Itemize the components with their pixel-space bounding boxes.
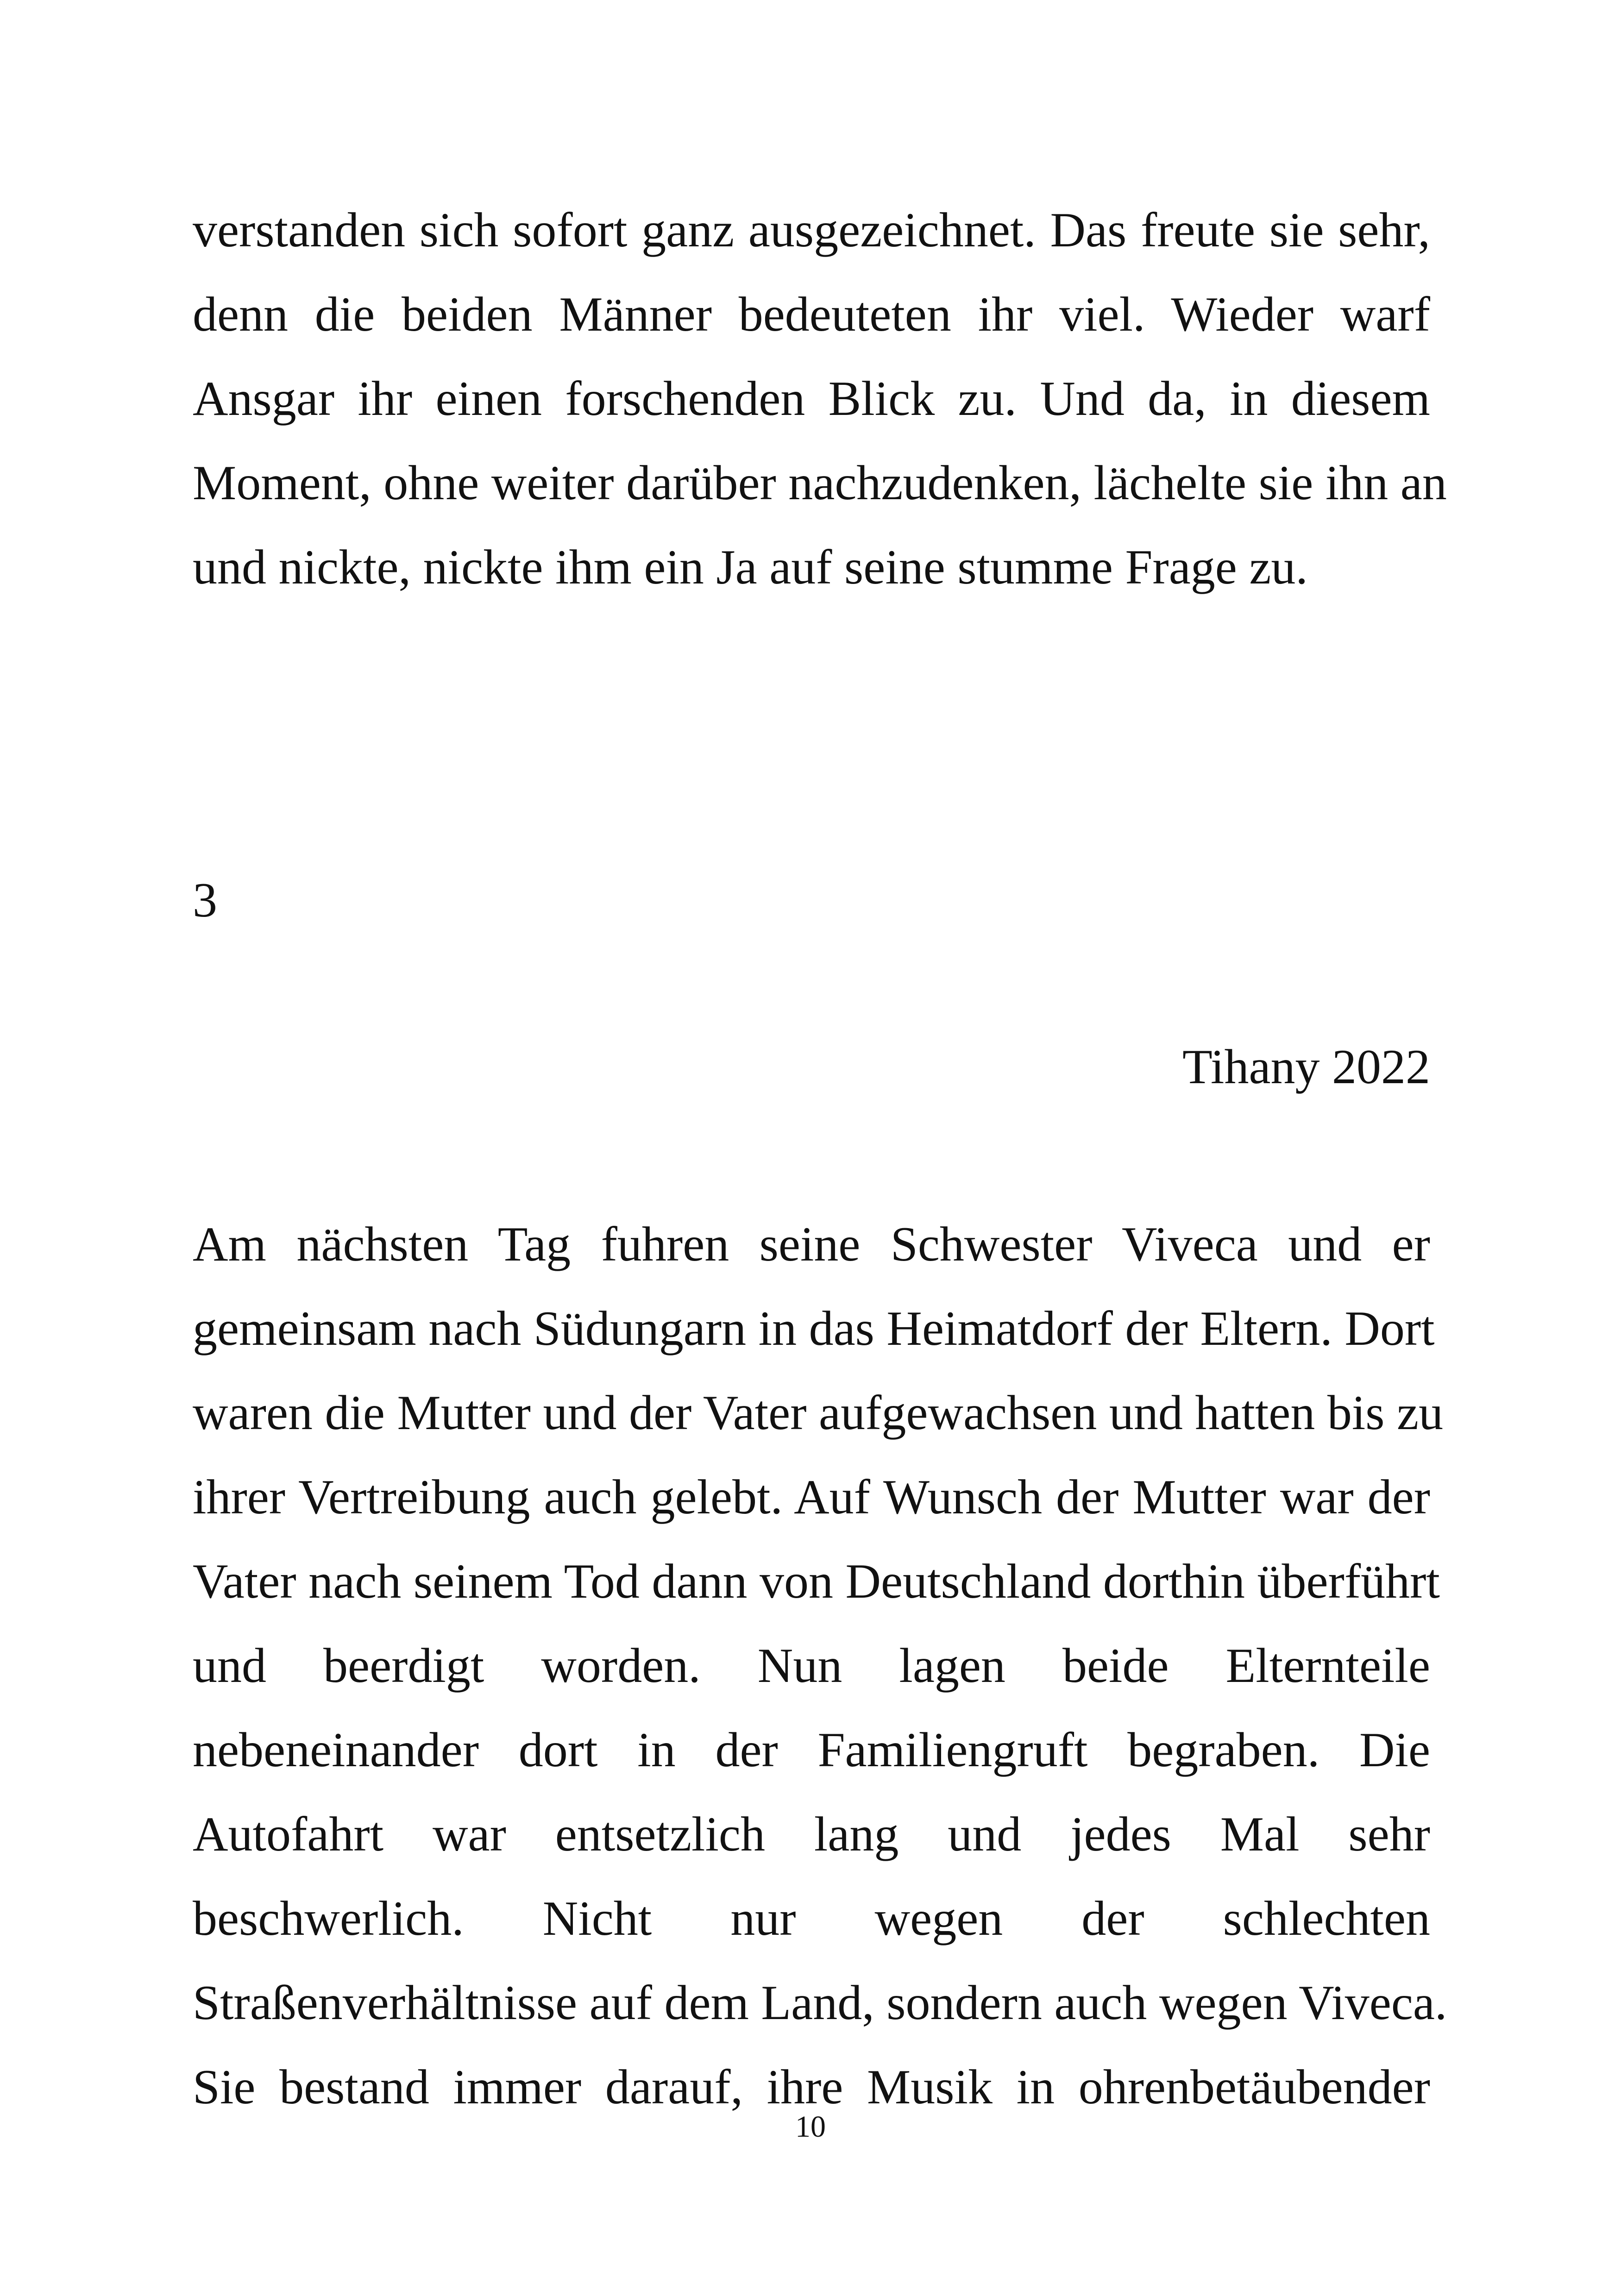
paragraph-top: [193, 188, 1447, 609]
text-line: beschwerlich. Nicht nur wegen der schlechten: [193, 1891, 1430, 1945]
text-line: gemeinsam nach Südungarn in das Heimatdorf der Eltern. Dort: [193, 1301, 1435, 1355]
text-line: Ansgar ihr einen forschenden Blick zu. Und da, in diesem: [193, 371, 1430, 426]
text-line: nebeneinander dort in der Familiengruft begraben. Die: [193, 1723, 1430, 1777]
text-line: und nickte, nickte ihm ein Ja auf seine stumme Frage zu.: [193, 540, 1308, 594]
text-line: Straßenverhältnisse auf dem Land, sondern auch wegen Viveca.: [193, 1976, 1447, 2030]
paragraph-main: [193, 1202, 1447, 2129]
text-line: waren die Mutter und der Vater aufgewachsen und hatten bis zu: [193, 1386, 1444, 1440]
chapter-number: 3: [193, 873, 217, 927]
page-number: 10: [795, 2110, 826, 2144]
text-line: und beerdigt worden. Nun lagen beide Elternteile: [193, 1638, 1430, 1693]
text-line: denn die beiden Männer bedeuteten ihr viel. Wieder warf: [193, 287, 1430, 341]
text-line: Autofahrt war entsetzlich lang und jedes Mal sehr: [193, 1807, 1430, 1861]
text-line: Moment, ohne weiter darüber nachzudenken, lächelte sie ihn an: [193, 456, 1447, 510]
text-line: verstanden sich sofort ganz ausgezeichnet. Das freute sie sehr,: [193, 203, 1430, 257]
chapter-location-heading: Tihany 2022: [1182, 1040, 1430, 1094]
text-line: ihrer Vertreibung auch gelebt. Auf Wunsch der Mutter war der: [193, 1470, 1430, 1524]
text-line: Vater nach seinem Tod dann von Deutschland dorthin überführt: [193, 1554, 1440, 1608]
text-line: Am nächsten Tag fuhren seine Schwester Viveca und er: [193, 1217, 1430, 1271]
text-line: Sie bestand immer darauf, ihre Musik in ohrenbetäubender: [193, 2060, 1430, 2114]
